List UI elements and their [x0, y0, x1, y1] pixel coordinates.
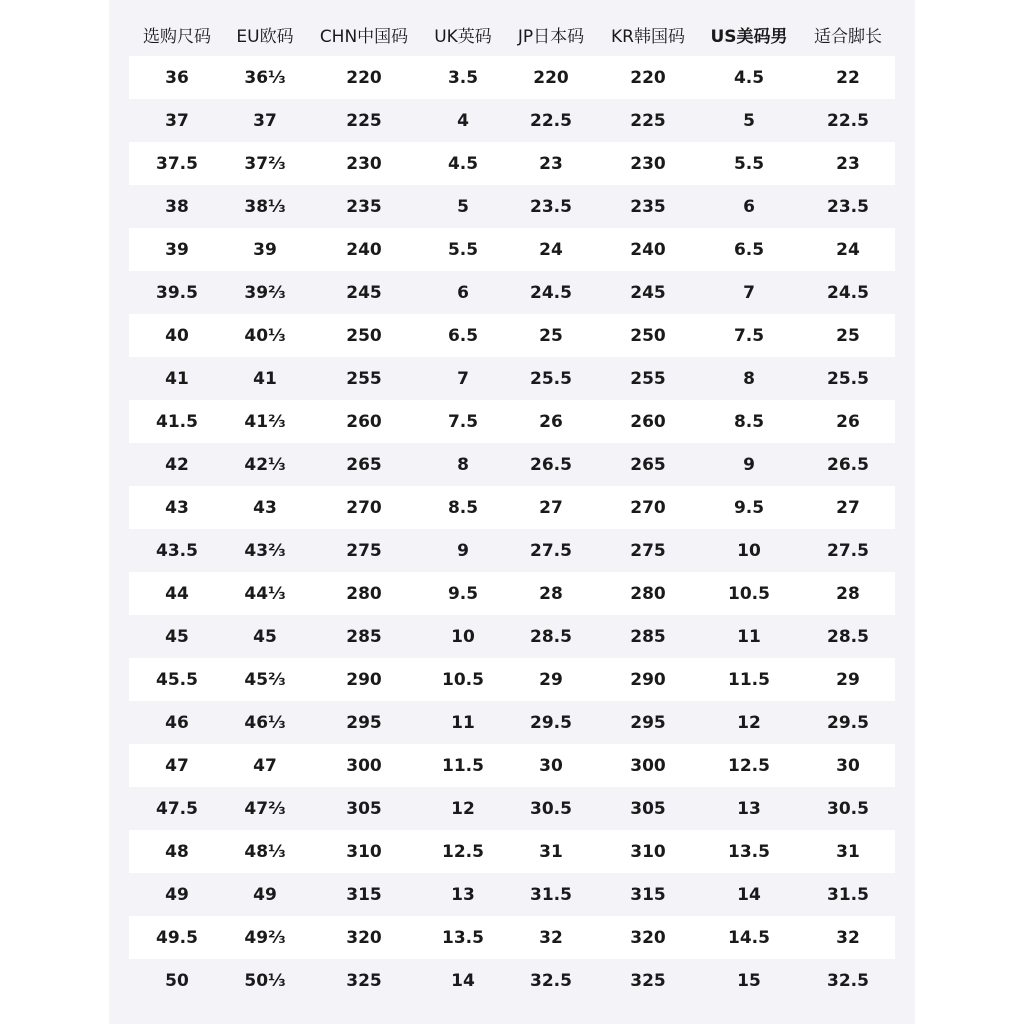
cell-chn-size: 280 [346, 583, 382, 604]
header-foot-length: 适合脚长 [814, 26, 882, 47]
cell-eu-size: 49 [253, 884, 277, 905]
cell-us-men-size: 10 [737, 540, 761, 561]
cell-jp-size: 31.5 [530, 884, 572, 905]
cell-us-men-size: 5 [743, 110, 755, 131]
header-jp-size: JP日本码 [517, 26, 585, 47]
header-uk-size: UK英码 [434, 26, 492, 47]
cell-selected-size: 44 [165, 583, 189, 604]
table-row [129, 959, 895, 1002]
cell-jp-size: 28.5 [530, 626, 572, 647]
cell-eu-size: 39⅔ [244, 282, 286, 303]
cell-eu-size: 46⅓ [244, 712, 286, 733]
cell-foot-length: 27 [836, 497, 860, 518]
cell-eu-size: 47⅔ [244, 798, 286, 819]
cell-foot-length: 32.5 [827, 970, 869, 991]
cell-chn-size: 220 [346, 67, 382, 88]
table-row [129, 228, 895, 271]
cell-uk-size: 10.5 [442, 669, 484, 690]
cell-foot-length: 23 [836, 153, 860, 174]
cell-us-men-size: 13 [737, 798, 761, 819]
size-chart-table [129, 12, 895, 1002]
table-row [129, 615, 895, 658]
cell-eu-size: 50⅓ [244, 970, 286, 991]
cell-jp-size: 23 [539, 153, 563, 174]
cell-eu-size: 36⅓ [244, 67, 286, 88]
cell-us-men-size: 14.5 [728, 927, 770, 948]
cell-foot-length: 25.5 [827, 368, 869, 389]
cell-foot-length: 28 [836, 583, 860, 604]
cell-foot-length: 26 [836, 411, 860, 432]
cell-foot-length: 25 [836, 325, 860, 346]
cell-foot-length: 30 [836, 755, 860, 776]
cell-uk-size: 14 [451, 970, 475, 991]
cell-selected-size: 48 [165, 841, 189, 862]
cell-uk-size: 7.5 [447, 411, 479, 432]
cell-uk-size: 12 [451, 798, 475, 819]
cell-jp-size: 25 [539, 325, 563, 346]
cell-uk-size: 11.5 [442, 755, 484, 776]
table-row [129, 56, 895, 99]
cell-us-men-size: 8 [743, 368, 755, 389]
cell-chn-size: 225 [346, 110, 382, 131]
cell-chn-size: 305 [346, 798, 382, 819]
cell-eu-size: 48⅓ [244, 841, 286, 862]
header-selected-size: 选购尺码 [143, 26, 211, 47]
cell-jp-size: 25.5 [530, 368, 572, 389]
table-row [129, 658, 895, 701]
table-row [129, 99, 895, 142]
cell-uk-size: 9.5 [447, 583, 479, 604]
cell-eu-size: 41 [253, 368, 277, 389]
cell-us-men-size: 11 [737, 626, 761, 647]
table-row [129, 185, 895, 228]
cell-jp-size: 32 [539, 927, 563, 948]
cell-selected-size: 36 [165, 67, 189, 88]
cell-eu-size: 40⅓ [244, 325, 286, 346]
cell-selected-size: 37.5 [156, 153, 198, 174]
cell-uk-size: 3.5 [447, 67, 479, 88]
cell-foot-length: 22 [836, 67, 860, 88]
table-row [129, 830, 895, 873]
cell-chn-size: 250 [346, 325, 382, 346]
cell-foot-length: 22.5 [827, 110, 869, 131]
cell-kr-size: 310 [630, 841, 666, 862]
cell-selected-size: 40 [165, 325, 189, 346]
cell-selected-size: 45.5 [156, 669, 198, 690]
cell-us-men-size: 14 [737, 884, 761, 905]
cell-selected-size: 49.5 [156, 927, 198, 948]
cell-uk-size: 10 [451, 626, 475, 647]
cell-selected-size: 38 [165, 196, 189, 217]
cell-foot-length: 31.5 [827, 884, 869, 905]
cell-chn-size: 285 [346, 626, 382, 647]
table-row [129, 916, 895, 959]
cell-uk-size: 11 [451, 712, 475, 733]
cell-selected-size: 43.5 [156, 540, 198, 561]
table-row [129, 572, 895, 615]
cell-selected-size: 50 [165, 970, 189, 991]
cell-eu-size: 39 [253, 239, 277, 260]
cell-kr-size: 300 [630, 755, 666, 776]
cell-chn-size: 255 [346, 368, 382, 389]
table-row [129, 400, 895, 443]
cell-eu-size: 45⅔ [244, 669, 286, 690]
cell-kr-size: 320 [630, 927, 666, 948]
table-row [129, 142, 895, 185]
cell-jp-size: 31 [539, 841, 563, 862]
cell-us-men-size: 12 [737, 712, 761, 733]
cell-jp-size: 24.5 [530, 282, 572, 303]
cell-foot-length: 23.5 [827, 196, 869, 217]
cell-selected-size: 41 [165, 368, 189, 389]
cell-uk-size: 6.5 [447, 325, 479, 346]
table-row [129, 271, 895, 314]
cell-foot-length: 29 [836, 669, 860, 690]
table-row [129, 873, 895, 916]
header-eu-size: EU欧码 [236, 26, 294, 47]
cell-jp-size: 27.5 [530, 540, 572, 561]
cell-uk-size: 8 [457, 454, 469, 475]
cell-us-men-size: 6 [743, 196, 755, 217]
cell-uk-size: 12.5 [442, 841, 484, 862]
cell-chn-size: 245 [346, 282, 382, 303]
cell-chn-size: 230 [346, 153, 382, 174]
cell-us-men-size: 6.5 [733, 239, 765, 260]
cell-selected-size: 47.5 [156, 798, 198, 819]
cell-jp-size: 27 [539, 497, 563, 518]
cell-chn-size: 300 [346, 755, 382, 776]
cell-uk-size: 4 [457, 110, 469, 131]
table-row [129, 529, 895, 572]
header-us-men-size: US美码男 [710, 26, 788, 47]
table-row [129, 744, 895, 787]
cell-eu-size: 44⅓ [244, 583, 286, 604]
cell-jp-size: 26 [539, 411, 563, 432]
cell-selected-size: 37 [165, 110, 189, 131]
cell-kr-size: 260 [630, 411, 666, 432]
cell-eu-size: 43 [253, 497, 277, 518]
cell-chn-size: 325 [346, 970, 382, 991]
cell-jp-size: 26.5 [530, 454, 572, 475]
cell-uk-size: 13.5 [442, 927, 484, 948]
cell-jp-size: 29.5 [530, 712, 572, 733]
header-kr-size: KR韩国码 [611, 26, 685, 47]
table-body [129, 56, 895, 1002]
cell-chn-size: 270 [346, 497, 382, 518]
cell-jp-size: 32.5 [530, 970, 572, 991]
table-row [129, 314, 895, 357]
cell-chn-size: 310 [346, 841, 382, 862]
cell-eu-size: 45 [253, 626, 277, 647]
cell-jp-size: 30.5 [530, 798, 572, 819]
cell-uk-size: 5 [457, 196, 469, 217]
cell-selected-size: 45 [165, 626, 189, 647]
cell-kr-size: 275 [630, 540, 666, 561]
table-row [129, 443, 895, 486]
cell-kr-size: 265 [630, 454, 666, 475]
cell-uk-size: 13 [451, 884, 475, 905]
cell-us-men-size: 10.5 [728, 583, 770, 604]
cell-selected-size: 39 [165, 239, 189, 260]
table-row [129, 486, 895, 529]
cell-chn-size: 315 [346, 884, 382, 905]
cell-kr-size: 225 [630, 110, 666, 131]
cell-kr-size: 290 [630, 669, 666, 690]
cell-uk-size: 5.5 [447, 239, 479, 260]
cell-eu-size: 49⅔ [244, 927, 286, 948]
cell-uk-size: 9 [457, 540, 469, 561]
cell-us-men-size: 8.5 [733, 411, 765, 432]
cell-jp-size: 29 [539, 669, 563, 690]
cell-eu-size: 37⅔ [244, 153, 286, 174]
cell-eu-size: 43⅔ [244, 540, 286, 561]
cell-selected-size: 49 [165, 884, 189, 905]
cell-kr-size: 240 [630, 239, 666, 260]
cell-foot-length: 26.5 [827, 454, 869, 475]
cell-foot-length: 31 [836, 841, 860, 862]
cell-jp-size: 28 [539, 583, 563, 604]
cell-foot-length: 27.5 [827, 540, 869, 561]
cell-kr-size: 245 [630, 282, 666, 303]
table-row [129, 787, 895, 830]
cell-jp-size: 220 [533, 67, 569, 88]
cell-uk-size: 6 [457, 282, 469, 303]
cell-foot-length: 24.5 [827, 282, 869, 303]
cell-us-men-size: 13.5 [728, 841, 770, 862]
cell-selected-size: 46 [165, 712, 189, 733]
cell-chn-size: 320 [346, 927, 382, 948]
cell-uk-size: 4.5 [447, 153, 479, 174]
cell-uk-size: 7 [457, 368, 469, 389]
cell-eu-size: 41⅔ [244, 411, 286, 432]
table-header-row [129, 12, 895, 56]
cell-us-men-size: 11.5 [728, 669, 770, 690]
cell-us-men-size: 9 [743, 454, 755, 475]
cell-selected-size: 39.5 [156, 282, 198, 303]
cell-chn-size: 290 [346, 669, 382, 690]
header-chn-size: CHN中国码 [319, 26, 409, 47]
cell-chn-size: 295 [346, 712, 382, 733]
cell-eu-size: 42⅓ [244, 454, 286, 475]
cell-kr-size: 285 [630, 626, 666, 647]
cell-kr-size: 250 [630, 325, 666, 346]
cell-us-men-size: 9.5 [733, 497, 765, 518]
cell-selected-size: 41.5 [156, 411, 198, 432]
cell-kr-size: 325 [630, 970, 666, 991]
cell-foot-length: 29.5 [827, 712, 869, 733]
cell-foot-length: 32 [836, 927, 860, 948]
cell-kr-size: 270 [630, 497, 666, 518]
cell-us-men-size: 4.5 [733, 67, 765, 88]
cell-kr-size: 255 [630, 368, 666, 389]
cell-selected-size: 42 [165, 454, 189, 475]
cell-us-men-size: 7 [743, 282, 755, 303]
cell-us-men-size: 15 [737, 970, 761, 991]
cell-kr-size: 315 [630, 884, 666, 905]
cell-us-men-size: 12.5 [728, 755, 770, 776]
cell-kr-size: 230 [630, 153, 666, 174]
cell-eu-size: 47 [253, 755, 277, 776]
cell-kr-size: 220 [630, 67, 666, 88]
cell-kr-size: 235 [630, 196, 666, 217]
cell-kr-size: 295 [630, 712, 666, 733]
cell-jp-size: 22.5 [530, 110, 572, 131]
cell-eu-size: 38⅓ [244, 196, 286, 217]
cell-kr-size: 305 [630, 798, 666, 819]
cell-kr-size: 280 [630, 583, 666, 604]
cell-foot-length: 24 [836, 239, 860, 260]
cell-selected-size: 43 [165, 497, 189, 518]
cell-eu-size: 37 [253, 110, 277, 131]
cell-foot-length: 30.5 [827, 798, 869, 819]
cell-jp-size: 23.5 [530, 196, 572, 217]
cell-us-men-size: 7.5 [733, 325, 765, 346]
cell-chn-size: 275 [346, 540, 382, 561]
cell-foot-length: 28.5 [827, 626, 869, 647]
cell-jp-size: 30 [539, 755, 563, 776]
cell-chn-size: 265 [346, 454, 382, 475]
table-row [129, 357, 895, 400]
cell-selected-size: 47 [165, 755, 189, 776]
cell-jp-size: 24 [539, 239, 563, 260]
table-row [129, 701, 895, 744]
cell-chn-size: 235 [346, 196, 382, 217]
cell-us-men-size: 5.5 [733, 153, 765, 174]
cell-uk-size: 8.5 [447, 497, 479, 518]
cell-chn-size: 240 [346, 239, 382, 260]
cell-chn-size: 260 [346, 411, 382, 432]
